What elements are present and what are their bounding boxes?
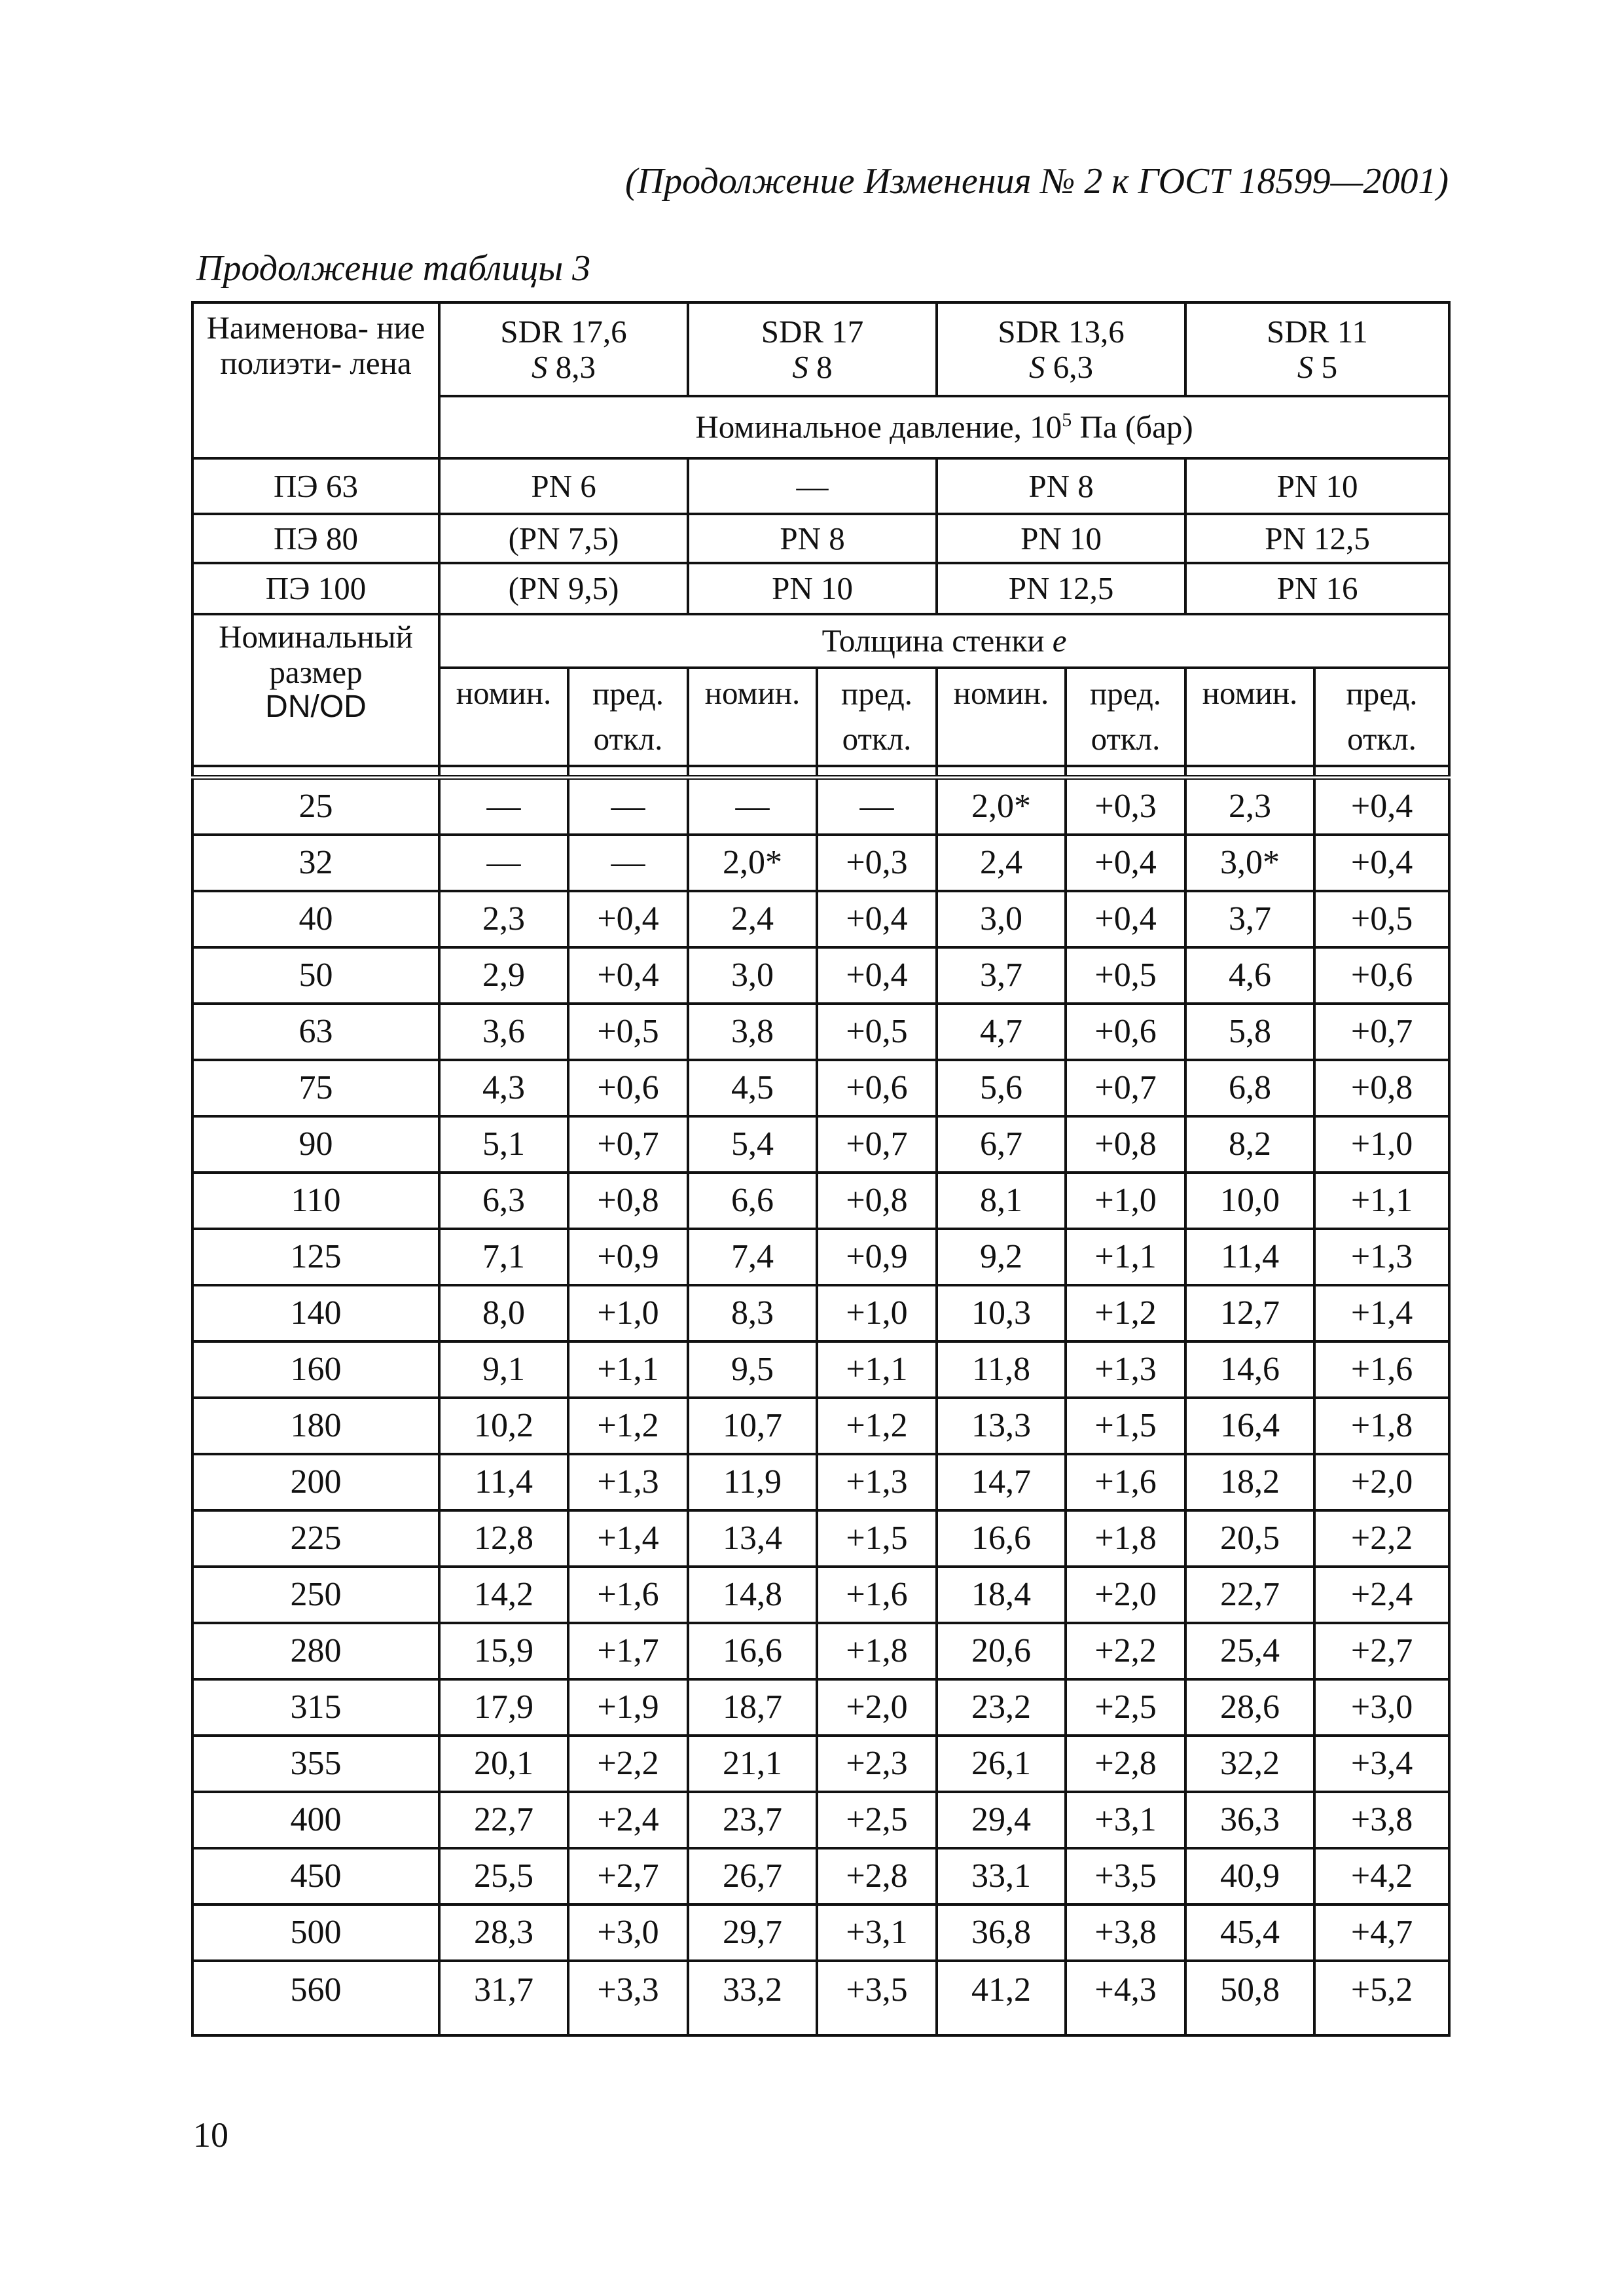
tolerance-cell: +2,4 (1314, 1567, 1449, 1623)
table-row (192, 1567, 1449, 1623)
pn-cell: (PN 9,5) (439, 563, 688, 614)
tolerance-cell: +2,8 (1066, 1736, 1185, 1792)
nominal-thickness-cell: 14,7 (937, 1454, 1066, 1510)
nominal-size-cell: 355 (192, 1736, 439, 1792)
nominal-thickness-cell: 8,0 (439, 1285, 568, 1341)
tolerance-cell: +2,0 (817, 1679, 937, 1736)
nominal-size-cell: 25 (192, 778, 439, 835)
tolerance-cell: +1,6 (1066, 1454, 1185, 1510)
pe-name: ПЭ 80 (192, 514, 439, 563)
tolerance-cell: +0,5 (1314, 891, 1449, 947)
tolerance-cell: +0,4 (568, 891, 688, 947)
nominal-thickness-cell: 4,3 (439, 1060, 568, 1116)
table-header (192, 302, 1449, 778)
tolerance-cell: +3,1 (817, 1904, 937, 1961)
tolerance-cell: +4,3 (1066, 1961, 1185, 2035)
nominal-thickness-cell: 8,2 (1185, 1116, 1314, 1173)
nominal-thickness-cell: 3,0* (1185, 835, 1314, 891)
tol-label: пред. откл. (568, 668, 688, 766)
nominal-thickness-cell: 36,8 (937, 1904, 1066, 1961)
tol-label: пред. откл. (817, 668, 937, 766)
tolerance-cell: +1,6 (1314, 1341, 1449, 1398)
tolerance-cell: +1,0 (1066, 1173, 1185, 1229)
tolerance-cell: +1,1 (1066, 1229, 1185, 1285)
nominal-thickness-cell: 10,3 (937, 1285, 1066, 1341)
nominal-thickness-cell: 14,2 (439, 1567, 568, 1623)
tolerance-cell: +1,6 (817, 1567, 937, 1623)
tolerance-cell: +0,7 (1066, 1060, 1185, 1116)
nominal-thickness-cell: 4,7 (937, 1004, 1066, 1060)
table-row (192, 1454, 1449, 1510)
nominal-thickness-cell: 11,8 (937, 1341, 1066, 1398)
nominal-thickness-cell: 12,7 (1185, 1285, 1314, 1341)
nominal-thickness-cell: 20,5 (1185, 1510, 1314, 1567)
nominal-thickness-cell: 10,2 (439, 1398, 568, 1454)
nominal-size-cell: 200 (192, 1454, 439, 1510)
nominal-thickness-cell: 20,1 (439, 1736, 568, 1792)
size-label (192, 614, 439, 766)
nominal-thickness-cell: 14,6 (1185, 1341, 1314, 1398)
tolerance-cell: +1,3 (568, 1454, 688, 1510)
tolerance-cell: +0,5 (568, 1004, 688, 1060)
table-row (192, 1341, 1449, 1398)
nominal-thickness-cell: 6,8 (1185, 1060, 1314, 1116)
tolerance-cell: +2,0 (1066, 1567, 1185, 1623)
size-label-line: размер (269, 653, 363, 690)
nominal-thickness-cell: 6,3 (439, 1173, 568, 1229)
nominal-thickness-cell: 11,4 (439, 1454, 568, 1510)
table-row (192, 1116, 1449, 1173)
tolerance-cell: +3,0 (1314, 1679, 1449, 1736)
tolerance-cell: — (568, 778, 688, 835)
nominal-thickness-cell: 14,8 (688, 1567, 817, 1623)
tolerance-cell: +1,5 (817, 1510, 937, 1567)
nominal-thickness-cell: 25,4 (1185, 1623, 1314, 1679)
nominal-thickness-cell: 18,4 (937, 1567, 1066, 1623)
tolerance-cell: +5,2 (1314, 1961, 1449, 2035)
nominal-thickness-cell: 13,4 (688, 1510, 817, 1567)
nominal-thickness-cell: 3,7 (937, 947, 1066, 1004)
s-value: 6,3 (1053, 348, 1094, 385)
table-row (192, 1285, 1449, 1341)
tolerance-cell: +0,5 (1066, 947, 1185, 1004)
nominal-thickness-cell: 32,2 (1185, 1736, 1314, 1792)
tolerance-cell: +1,8 (1314, 1398, 1449, 1454)
nominal-thickness-cell: 2,4 (688, 891, 817, 947)
tol-label: пред. откл. (1314, 668, 1449, 766)
size-label-line: DN/OD (265, 689, 367, 724)
tolerance-cell: +1,3 (1066, 1341, 1185, 1398)
nominal-thickness-cell: 18,7 (688, 1679, 817, 1736)
tolerance-cell: +1,2 (1066, 1285, 1185, 1341)
tolerance-cell: +3,8 (1314, 1792, 1449, 1848)
table-row (192, 778, 1449, 835)
nominal-size-cell: 400 (192, 1792, 439, 1848)
tolerance-cell: +1,3 (817, 1454, 937, 1510)
s-value: 8,3 (555, 348, 596, 385)
nominal-thickness-cell: 25,5 (439, 1848, 568, 1904)
tolerance-cell: +0,7 (568, 1116, 688, 1173)
tolerance-cell: +0,4 (1066, 891, 1185, 947)
corner-label: Наименова- ние полиэти- лена (192, 302, 439, 458)
table-row (192, 1736, 1449, 1792)
tolerance-cell: +0,6 (817, 1060, 937, 1116)
nominal-thickness-cell: 33,2 (688, 1961, 817, 2035)
nom-label: номин. (688, 668, 817, 766)
nominal-size-cell: 225 (192, 1510, 439, 1567)
tolerance-cell: +0,8 (817, 1173, 937, 1229)
s-value: 8 (816, 348, 833, 385)
pn-cell: PN 6 (439, 458, 688, 514)
nominal-thickness-cell: 23,7 (688, 1792, 817, 1848)
tolerance-cell: +3,5 (1066, 1848, 1185, 1904)
tolerance-cell: +0,4 (1314, 778, 1449, 835)
s-letter: S (1297, 348, 1314, 385)
pn-cell: (PN 7,5) (439, 514, 688, 563)
tolerance-cell: +1,8 (817, 1623, 937, 1679)
nominal-thickness-cell: 23,2 (937, 1679, 1066, 1736)
nominal-thickness-cell: 40,9 (1185, 1848, 1314, 1904)
tolerance-cell: +2,4 (568, 1792, 688, 1848)
table-row (192, 1904, 1449, 1961)
table-row (192, 1398, 1449, 1454)
nominal-size-cell: 160 (192, 1341, 439, 1398)
pe-name: ПЭ 100 (192, 563, 439, 614)
tolerance-cell: +4,7 (1314, 1904, 1449, 1961)
pn-cell: PN 8 (937, 458, 1185, 514)
tolerance-cell: +2,0 (1314, 1454, 1449, 1510)
tolerance-cell: +1,0 (817, 1285, 937, 1341)
nominal-thickness-cell: 2,3 (439, 891, 568, 947)
nominal-thickness-cell: 31,7 (439, 1961, 568, 2035)
nom-label: номин. (1185, 668, 1314, 766)
nominal-thickness-cell: 7,1 (439, 1229, 568, 1285)
tolerance-cell: +0,8 (568, 1173, 688, 1229)
pn-cell: PN 10 (937, 514, 1185, 563)
nominal-thickness-cell: 11,9 (688, 1454, 817, 1510)
nominal-thickness-cell: 6,7 (937, 1116, 1066, 1173)
tolerance-cell: +1,7 (568, 1623, 688, 1679)
nominal-thickness-cell: 29,4 (937, 1792, 1066, 1848)
tolerance-cell: +3,8 (1066, 1904, 1185, 1961)
nominal-thickness-cell: 3,7 (1185, 891, 1314, 947)
tolerance-cell: +2,2 (1314, 1510, 1449, 1567)
nominal-thickness-cell: 28,3 (439, 1904, 568, 1961)
nominal-thickness-cell: 16,6 (937, 1510, 1066, 1567)
tolerance-cell: +0,9 (568, 1229, 688, 1285)
tolerance-cell: +2,8 (817, 1848, 937, 1904)
nominal-thickness-cell: 5,1 (439, 1116, 568, 1173)
s-value: 5 (1321, 348, 1338, 385)
pn-cell: — (688, 458, 937, 514)
nominal-size-cell: 90 (192, 1116, 439, 1173)
tolerance-cell: +0,4 (568, 947, 688, 1004)
nominal-thickness-cell: 12,8 (439, 1510, 568, 1567)
nominal-thickness-cell: 2,9 (439, 947, 568, 1004)
tolerance-cell: +0,6 (1314, 947, 1449, 1004)
tolerance-cell: +4,2 (1314, 1848, 1449, 1904)
table-row (192, 1173, 1449, 1229)
nominal-thickness-cell: — (439, 835, 568, 891)
table-row (192, 1004, 1449, 1060)
tolerance-cell: — (568, 835, 688, 891)
table-row (192, 1060, 1449, 1116)
sdr-header (937, 302, 1185, 396)
nominal-thickness-cell: 3,8 (688, 1004, 817, 1060)
wall-thickness-header: Толщина стенки e (439, 614, 1449, 668)
tolerance-cell: +0,3 (817, 835, 937, 891)
tolerance-cell: +1,4 (568, 1510, 688, 1567)
nominal-thickness-cell: 22,7 (1185, 1567, 1314, 1623)
nominal-thickness-cell: 5,6 (937, 1060, 1066, 1116)
nominal-thickness-cell: 45,4 (1185, 1904, 1314, 1961)
nominal-size-cell: 140 (192, 1285, 439, 1341)
pn-cell: PN 16 (1185, 563, 1449, 614)
nominal-thickness-cell: 17,9 (439, 1679, 568, 1736)
tolerance-cell: +0,9 (817, 1229, 937, 1285)
tolerance-cell: +3,0 (568, 1904, 688, 1961)
nominal-thickness-cell: 36,3 (1185, 1792, 1314, 1848)
tolerance-cell: +3,3 (568, 1961, 688, 2035)
tol-label: пред. откл. (1066, 668, 1185, 766)
nominal-thickness-cell: 2,0* (937, 778, 1066, 835)
nominal-size-cell: 50 (192, 947, 439, 1004)
nominal-thickness-cell: 5,4 (688, 1116, 817, 1173)
nominal-thickness-cell: 41,2 (937, 1961, 1066, 2035)
tolerance-cell: +0,5 (817, 1004, 937, 1060)
nominal-thickness-cell: — (688, 778, 817, 835)
tolerance-cell: +1,6 (568, 1567, 688, 1623)
tolerance-cell: +3,4 (1314, 1736, 1449, 1792)
nominal-thickness-cell: 13,3 (937, 1398, 1066, 1454)
pn-cell: PN 12,5 (1185, 514, 1449, 563)
sdr-value: SDR 17,6 (500, 313, 627, 350)
table-row (192, 1229, 1449, 1285)
pressure-header: Номинальное давление, $10^5$ Па (бар) (439, 396, 1449, 458)
nominal-thickness-cell: 29,7 (688, 1904, 817, 1961)
tolerance-cell: +0,7 (817, 1116, 937, 1173)
nominal-size-cell: 75 (192, 1060, 439, 1116)
nominal-thickness-cell: 9,5 (688, 1341, 817, 1398)
s-letter: S (792, 348, 808, 385)
nominal-thickness-cell: 4,6 (1185, 947, 1314, 1004)
nominal-thickness-cell: 9,1 (439, 1341, 568, 1398)
nominal-thickness-cell: 50,8 (1185, 1961, 1314, 2035)
table-row (192, 1792, 1449, 1848)
nominal-thickness-cell: 10,7 (688, 1398, 817, 1454)
table-row (192, 891, 1449, 947)
table-row (192, 1510, 1449, 1567)
nominal-thickness-cell: 8,1 (937, 1173, 1066, 1229)
tolerance-cell: +3,5 (817, 1961, 937, 2035)
nominal-thickness-cell: 2,4 (937, 835, 1066, 891)
nominal-thickness-cell: 7,4 (688, 1229, 817, 1285)
running-header: (Продолжение Изменения № 2 к ГОСТ 18599—2001) (625, 161, 1449, 202)
table-caption: Продолжение таблицы 3 (196, 248, 591, 289)
nominal-size-cell: 560 (192, 1961, 439, 2035)
nominal-size-cell: 315 (192, 1679, 439, 1736)
nominal-thickness-cell: 8,3 (688, 1285, 817, 1341)
tolerance-cell: +1,0 (1314, 1116, 1449, 1173)
nominal-size-cell: 40 (192, 891, 439, 947)
tolerance-cell: +1,2 (568, 1398, 688, 1454)
nominal-thickness-cell: 26,7 (688, 1848, 817, 1904)
tolerance-cell: +0,8 (1314, 1060, 1449, 1116)
nominal-size-cell: 250 (192, 1567, 439, 1623)
nominal-thickness-cell: 2,0* (688, 835, 817, 891)
nominal-thickness-cell: 20,6 (937, 1623, 1066, 1679)
nominal-size-cell: 32 (192, 835, 439, 891)
table-row (192, 1848, 1449, 1904)
tolerance-cell: +0,6 (1066, 1004, 1185, 1060)
nominal-thickness-cell: 3,0 (937, 891, 1066, 947)
pe-name: ПЭ 63 (192, 458, 439, 514)
sdr-header (439, 302, 688, 396)
tolerance-cell: +0,6 (568, 1060, 688, 1116)
pn-cell: PN 10 (1185, 458, 1449, 514)
tolerance-cell: +3,1 (1066, 1792, 1185, 1848)
sdr-value: SDR 11 (1267, 313, 1368, 350)
nominal-thickness-cell: 10,0 (1185, 1173, 1314, 1229)
nominal-thickness-cell: 3,6 (439, 1004, 568, 1060)
tolerance-cell: +0,3 (1066, 778, 1185, 835)
nom-label: номин. (937, 668, 1066, 766)
nominal-thickness-cell: 21,1 (688, 1736, 817, 1792)
sdr-value: SDR 13,6 (998, 313, 1125, 350)
tolerance-cell: +0,4 (817, 947, 937, 1004)
s-letter: S (532, 348, 548, 385)
tolerance-cell: +2,5 (817, 1792, 937, 1848)
tolerance-cell: +2,7 (1314, 1623, 1449, 1679)
nominal-thickness-cell: 9,2 (937, 1229, 1066, 1285)
tolerance-cell: +2,2 (1066, 1623, 1185, 1679)
s-letter: S (1029, 348, 1045, 385)
table-row (192, 947, 1449, 1004)
tolerance-cell: — (817, 778, 937, 835)
nominal-thickness-cell: 6,6 (688, 1173, 817, 1229)
pn-cell: PN 8 (688, 514, 937, 563)
size-label-line: Номинальный (219, 619, 413, 655)
tolerance-cell: +1,1 (1314, 1173, 1449, 1229)
pn-cell: PN 10 (688, 563, 937, 614)
nominal-size-cell: 280 (192, 1623, 439, 1679)
tolerance-cell: +2,2 (568, 1736, 688, 1792)
nominal-size-cell: 110 (192, 1173, 439, 1229)
sdr-header (688, 302, 937, 396)
tolerance-cell: +2,5 (1066, 1679, 1185, 1736)
nominal-thickness-cell: 3,0 (688, 947, 817, 1004)
tolerance-cell: +0,4 (1066, 835, 1185, 891)
tolerance-cell: +1,0 (568, 1285, 688, 1341)
nominal-thickness-cell: 2,3 (1185, 778, 1314, 835)
table-row (192, 835, 1449, 891)
tolerance-cell: +2,7 (568, 1848, 688, 1904)
tolerance-cell: +2,3 (817, 1736, 937, 1792)
tolerance-cell: +1,9 (568, 1679, 688, 1736)
tolerance-cell: +0,8 (1066, 1116, 1185, 1173)
nominal-size-cell: 450 (192, 1848, 439, 1904)
nominal-size-cell: 180 (192, 1398, 439, 1454)
pipe-wall-thickness-table (191, 301, 1451, 2037)
table-row (192, 1961, 1449, 2035)
tolerance-cell: +1,1 (817, 1341, 937, 1398)
tolerance-cell: +1,1 (568, 1341, 688, 1398)
nominal-thickness-cell: 15,9 (439, 1623, 568, 1679)
sdr-header (1185, 302, 1449, 396)
nominal-thickness-cell: 5,8 (1185, 1004, 1314, 1060)
tolerance-cell: +1,8 (1066, 1510, 1185, 1567)
page-number: 10 (193, 2115, 228, 2155)
table-body (192, 778, 1449, 2036)
tolerance-cell: +1,5 (1066, 1398, 1185, 1454)
nominal-size-cell: 500 (192, 1904, 439, 1961)
pn-cell: PN 12,5 (937, 563, 1185, 614)
tolerance-cell: +1,3 (1314, 1229, 1449, 1285)
nominal-thickness-cell: 33,1 (937, 1848, 1066, 1904)
tolerance-cell: +1,2 (817, 1398, 937, 1454)
table-row (192, 1623, 1449, 1679)
nominal-thickness-cell: — (439, 778, 568, 835)
nominal-thickness-cell: 11,4 (1185, 1229, 1314, 1285)
nominal-thickness-cell: 28,6 (1185, 1679, 1314, 1736)
tolerance-cell: +0,4 (1314, 835, 1449, 891)
nominal-thickness-cell: 16,6 (688, 1623, 817, 1679)
sdr-value: SDR 17 (761, 313, 864, 350)
nominal-thickness-cell: 4,5 (688, 1060, 817, 1116)
nominal-size-cell: 125 (192, 1229, 439, 1285)
tolerance-cell: +1,4 (1314, 1285, 1449, 1341)
nominal-thickness-cell: 16,4 (1185, 1398, 1314, 1454)
nominal-thickness-cell: 22,7 (439, 1792, 568, 1848)
tolerance-cell: +0,7 (1314, 1004, 1449, 1060)
table-row (192, 1679, 1449, 1736)
nominal-thickness-cell: 18,2 (1185, 1454, 1314, 1510)
nominal-thickness-cell: 26,1 (937, 1736, 1066, 1792)
nom-label: номин. (439, 668, 568, 766)
nominal-size-cell: 63 (192, 1004, 439, 1060)
tolerance-cell: +0,4 (817, 891, 937, 947)
